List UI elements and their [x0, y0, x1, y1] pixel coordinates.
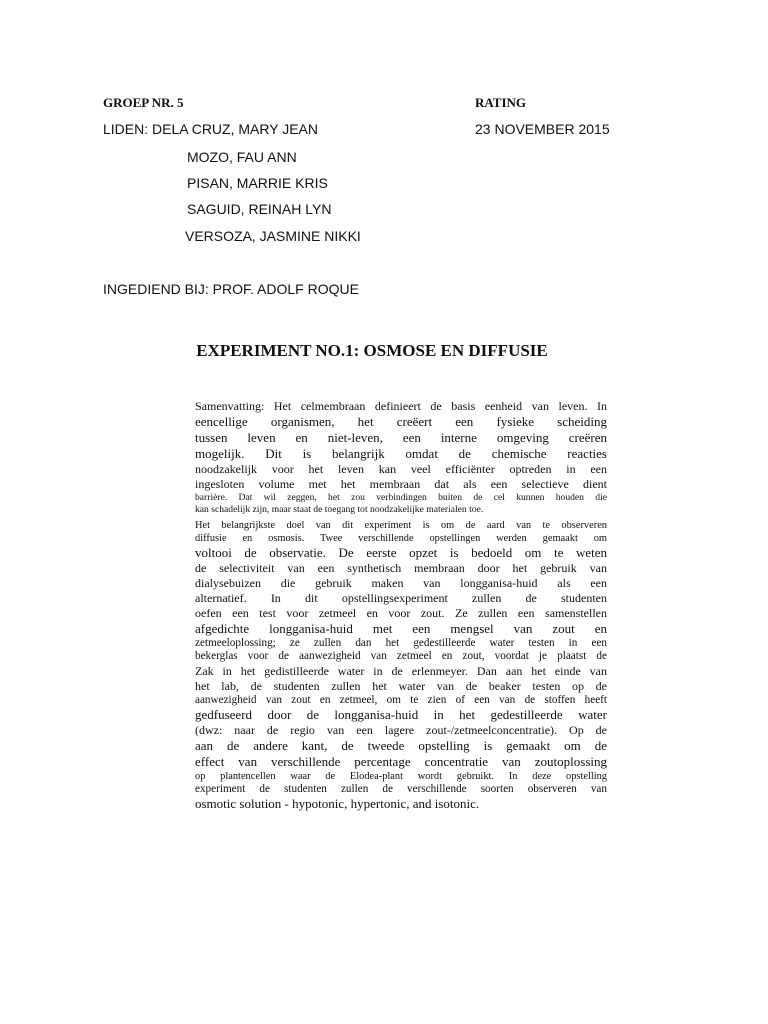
abstract-line: mogelijk. Dit is belangrijk omdat de chemische reacties — [195, 446, 607, 461]
abstract-line: alternatief. In dit opstellingsexperiment zullen de studenten — [195, 590, 607, 605]
abstract-line: aan de andere kant, de tweede opstelling is gemaakt om de — [195, 738, 607, 754]
abstract-line: zetmeeloplossing; ze zullen dan het gedestilleerde water testen in een — [195, 636, 607, 649]
abstract-line: barrière. Dat wil zeggen, het zou verbindingen buiten de cel kunnen houden die — [195, 492, 607, 503]
abstract-line: op plantencellen waar de Elodea-plant wordt gebruikt. In deze opstelling — [195, 771, 607, 783]
experiment-title: EXPERIMENT NO.1: OSMOSE EN DIFFUSIE — [196, 341, 548, 360]
members-label: LIDEN: DELA CRUZ, MARY JEAN — [103, 121, 318, 137]
abstract-line: effect van verschillende percentage concentratie van zoutoplossing — [195, 754, 607, 770]
abstract-line: Het belangrijkste doel van dit experiment is om de aard van te observeren — [195, 519, 607, 531]
abstract-line: aanwezigheid van zout en zetmeel, om te zien of een van de stoffen heeft — [195, 693, 607, 706]
abstract-line: noodzakelijk voor het leven kan veel efficiënter optreden in een — [195, 462, 607, 476]
abstract-line: Samenvatting: Het celmembraan definieert de basis eenheid van leven. In — [195, 399, 607, 413]
abstract-line: dialysebuizen die gebruik maken van longganisa-huid als een — [195, 575, 607, 590]
abstract-line: Zak in het gedistilleerde water in de erlenmeyer. Dan aan het einde van — [195, 663, 607, 678]
member-name: MOZO, FAU ANN — [187, 149, 297, 165]
abstract-line: diffusie en osmosis. Twee verschillende opstellingen werden gemaakt om — [195, 532, 607, 544]
abstract-line: ingesloten volume met het membraan dat als een selectieve dient — [195, 477, 607, 491]
abstract — [195, 399, 607, 812]
abstract-line: tussen leven en niet-leven, een interne omgeving creëren — [195, 430, 607, 445]
submitted-to: INGEDIEND BIJ: PROF. ADOLF ROQUE — [103, 281, 359, 297]
member-name: PISAN, MARRIE KRIS — [187, 175, 328, 191]
rating-label: RATING — [475, 95, 527, 110]
abstract-line: kan schadelijk zijn, maar staat de toegang tot noodzakelijke materialen toe. — [195, 504, 484, 516]
abstract-line: (dwz: naar de regio van een lagere zout-/zetmeelconcentratie). Op de — [195, 723, 607, 738]
abstract-line: voltooi de observatie. De eerste opzet is bedoeld om te weten — [195, 544, 607, 560]
abstract-line: de selectiviteit van een synthetisch membraan door het gebruik van — [195, 560, 607, 575]
abstract-line: afgedichte longganisa-huid met een mengsel van zout en — [195, 620, 607, 636]
abstract-line: oefen een test voor zetmeel en voor zout. Ze zullen een samenstellen — [195, 605, 607, 620]
abstract-line: osmotic solution - hypotonic, hypertonic, and isotonic. — [195, 796, 480, 812]
member-name: SAGUID, REINAH LYN — [187, 201, 332, 217]
abstract-line: bekerglas voor de aanwezigheid van zetmeel en zout, voordat je plaatst de — [195, 650, 607, 663]
member-name: VERSOZA, JASMINE NIKKI — [185, 228, 361, 244]
date-text: 23 NOVEMBER 2015 — [475, 121, 610, 137]
abstract-line: experiment de studenten zullen de verschillende soorten observeren van — [195, 783, 607, 796]
abstract-line: gedfuseerd door de longganisa-huid in het gedestilleerde water — [195, 707, 607, 723]
group-number: GROEP NR. 5 — [103, 95, 184, 110]
abstract-line: het lab, de studenten zullen het water van de beaker testen op de — [195, 678, 607, 693]
abstract-line: eencellige organismen, het creëert een fysieke scheiding — [195, 414, 607, 429]
